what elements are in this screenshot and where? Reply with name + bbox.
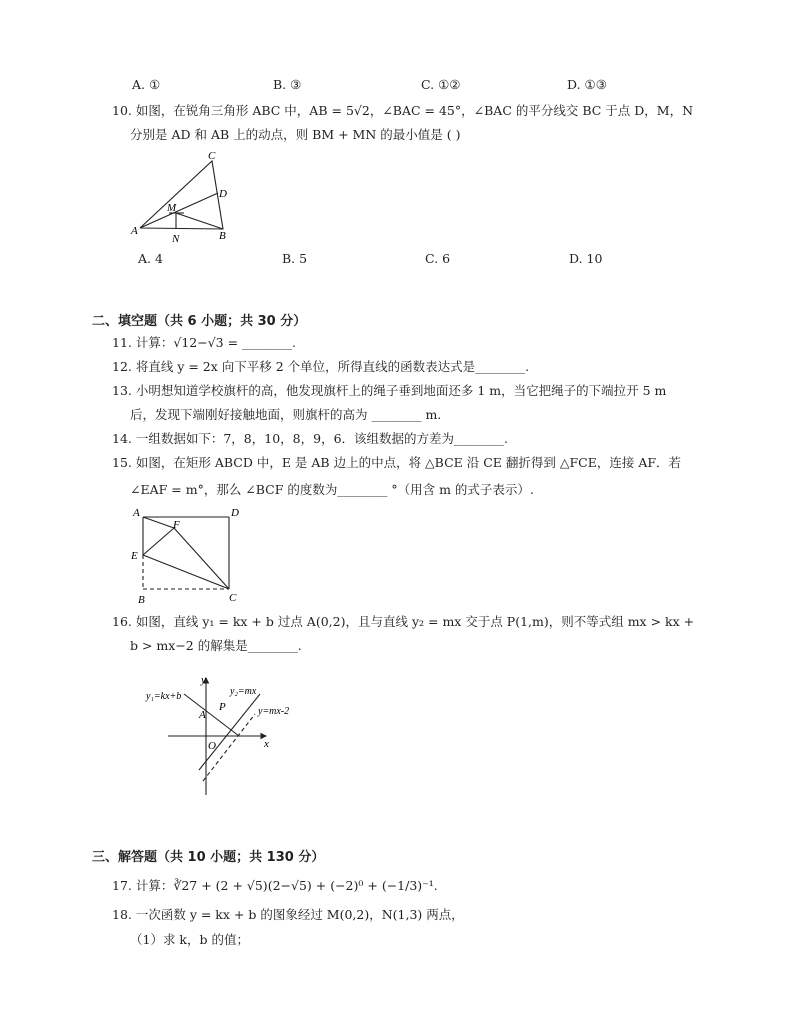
q13-line2: 后，发现下端刚好接触地面，则旗杆的高为 ________ m. — [130, 407, 442, 422]
section-3-title: 三、解答题（共 10 小题；共 130 分） — [92, 850, 325, 865]
q15-label-c: C — [229, 592, 237, 604]
q10-label-b: B — [219, 230, 226, 242]
q9-option-c: C. ①② — [421, 77, 461, 92]
q10-option-a: A. 4 — [138, 251, 163, 266]
q15-label-a: A — [133, 507, 140, 519]
q10-line2: 分别是 AD 和 AB 上的动点，则 BM + MN 的最小值是 ( ) — [130, 127, 461, 142]
q9-option-d: D. ①③ — [567, 77, 607, 92]
q16-label-y1: y₁=kx+b — [146, 691, 182, 702]
q10-label-n: N — [172, 233, 180, 245]
q15-label-b: B — [138, 594, 145, 606]
q15-label-e: E — [131, 550, 138, 562]
q10-line1: 10. 如图，在锐角三角形 ABC 中，AB = 5√2，∠BAC = 45°，∠BAC 的平分线交 BC 于点 D，M，N — [112, 103, 694, 118]
q17-text: 17. 计算：∛27 + (2 + √5)(2−√5) + (−2)⁰ + (−1/3)⁻¹. — [112, 878, 438, 893]
q10-label-d: D — [219, 188, 227, 200]
section-2-title: 二、填空题（共 6 小题；共 30 分） — [92, 314, 307, 329]
q15-label-d: D — [231, 507, 239, 519]
q16-label-y2: y₂=mx — [230, 686, 257, 697]
q12-text: 12. 将直线 y = 2x 向下平移 2 个单位，所得直线的函数表达式是________. — [112, 359, 530, 374]
q15-line2: ∠EAF = m°，那么 ∠BCF 的度数为________ °（用含 m 的式子表示）. — [130, 482, 534, 497]
q16-label-y3: y=mx-2 — [258, 706, 290, 717]
q10-option-d: D. 10 — [569, 251, 603, 266]
q13-line1: 13. 小明想知道学校旗杆的高，他发现旗杆上的绳子垂到地面还多 1 m，当它把绳子的下端拉开 5 m — [112, 383, 667, 398]
q16-label-x: x — [264, 738, 269, 750]
q10-option-c: C. 6 — [425, 251, 451, 266]
q14-text: 14. 一组数据如下：7，8，10，8，9，6．该组数据的方差为________. — [112, 431, 508, 446]
q18-line2: （1）求 k，b 的值； — [130, 932, 249, 947]
q15-line1: 15. 如图，在矩形 ABCD 中，E 是 AB 边上的中点，将 △BCE 沿 CE 翻折得到 △FCE，连接 AF．若 — [112, 455, 682, 470]
q11-text: 11. 计算：√12−√3 = ________. — [112, 335, 297, 350]
q10-label-m: M — [167, 202, 177, 214]
q18-line1: 18. 一次函数 y = kx + b 的图象经过 M(0,2)，N(1,3) 两点， — [112, 907, 464, 922]
q16-label-o: O — [208, 740, 216, 752]
q10-option-b: B. 5 — [282, 251, 308, 266]
q9-option-b: B. ③ — [273, 77, 302, 92]
q16-line2: b > mx−2 的解集是________. — [130, 638, 302, 653]
q16-label-a: A — [199, 709, 206, 721]
q16-line1: 16. 如图，直线 y₁ = kx + b 过点 A(0,2)，且与直线 y₂ = mx 交于点 P(1,m)，则不等式组 mx > kx + — [112, 614, 695, 629]
q9-option-a: A. ① — [132, 77, 161, 92]
q10-label-c: C — [208, 150, 216, 162]
q16-label-y: y — [201, 674, 206, 686]
q10-label-a: A — [131, 225, 138, 237]
q15-label-f: F — [173, 519, 180, 531]
q16-label-p: P — [219, 701, 226, 713]
